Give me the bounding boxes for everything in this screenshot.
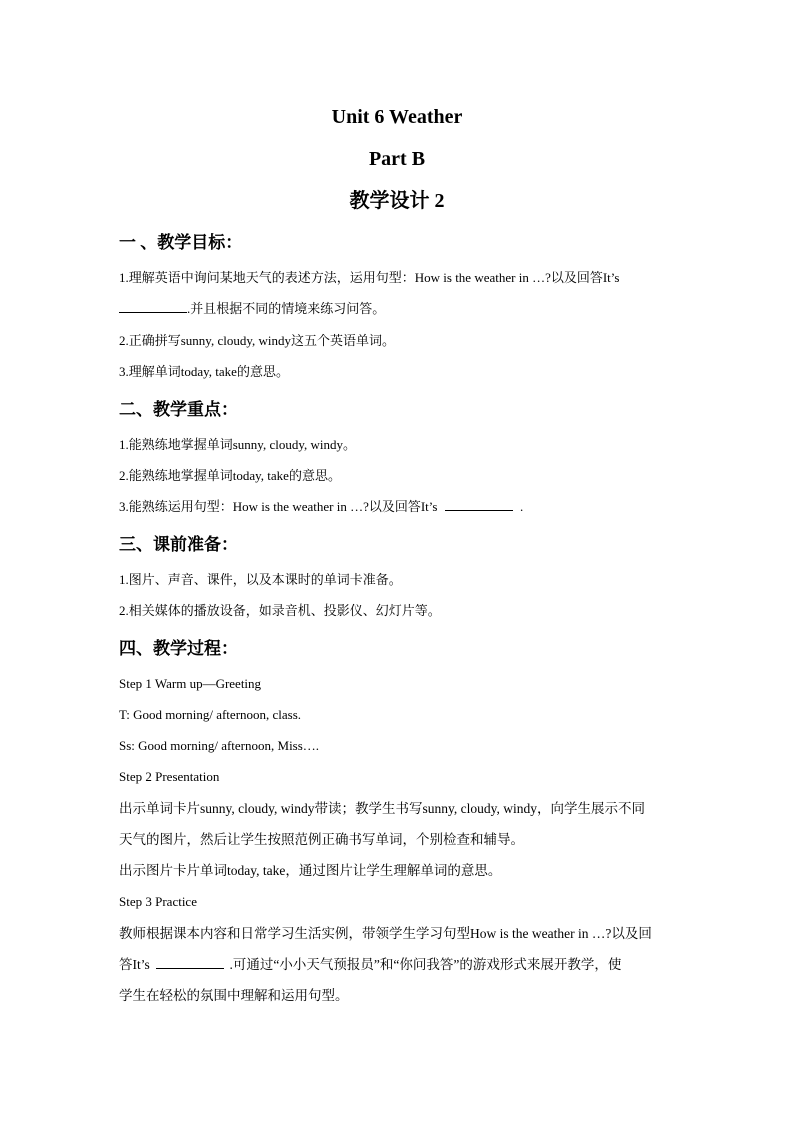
objectives-heading: 一 、教学目标： bbox=[119, 233, 243, 252]
preparation-item-1: 1.图片、声音、课件，以及本课时的单词卡准备。 bbox=[119, 572, 402, 587]
presentation-para-line-3: 出示图片卡片单词today, take，通过图片让学生理解单词的意思。 bbox=[119, 863, 502, 878]
process-heading: 四、教学过程： bbox=[119, 639, 238, 658]
process-step-1: Step 1 Warm up—Greeting bbox=[119, 676, 262, 691]
objective-item-1-cont: .并且根据不同的情境来练习问答。 bbox=[119, 300, 385, 318]
objective-item-1: 1.理解英语中询问某地天气的表述方法，运用句型：How is the weather in …?以及回答It’s bbox=[119, 270, 620, 285]
practice-para-line-1: 教师根据课本内容和日常学习生活实例，带领学生学习句型How is the weather in …?以及回 bbox=[119, 926, 652, 941]
process-students-line: Ss: Good morning/ afternoon, Miss…. bbox=[119, 738, 320, 753]
design-title: 教学设计 2 bbox=[349, 190, 445, 212]
key-points-heading: 二、教学重点： bbox=[119, 400, 238, 419]
objective-item-3: 3.理解单词today, take的意思。 bbox=[119, 364, 289, 379]
process-step-3: Step 3 Practice bbox=[119, 894, 197, 909]
process-teacher-line: T: Good morning/ afternoon, class. bbox=[119, 707, 302, 722]
key-point-item-1: 1.能熟练地掌握单词sunny, cloudy, windy。 bbox=[119, 437, 357, 452]
preparation-item-2: 2.相关媒体的播放设备，如录音机、投影仪、幻灯片等。 bbox=[119, 603, 441, 618]
presentation-para-line-2: 天气的图片，然后让学生按照范例正确书写单词，个别检查和辅导。 bbox=[119, 832, 524, 847]
process-step-2: Step 2 Presentation bbox=[119, 769, 220, 784]
answer-blank bbox=[445, 498, 513, 511]
answer-blank bbox=[156, 956, 224, 969]
part-title: Part B bbox=[368, 148, 426, 170]
preparation-heading: 三、课前准备： bbox=[119, 535, 238, 554]
presentation-para-line-1: 出示单词卡片sunny, cloudy, windy带读；教学生书写sunny, cloudy, windy，向学生展示不同 bbox=[119, 801, 645, 816]
key-point-item-3: 3.能熟练运用句型：How is the weather in …?以及回答It’s . bbox=[119, 499, 524, 514]
key-point-item-2: 2.能熟练地掌握单词today, take的意思。 bbox=[119, 468, 341, 483]
objective-item-2: 2.正确拼写sunny, cloudy, windy这五个英语单词。 bbox=[119, 333, 396, 348]
unit-title: Unit 6 Weather bbox=[331, 106, 463, 128]
answer-blank bbox=[119, 300, 187, 313]
practice-para-line-3: 学生在轻松的氛围中理解和运用句型。 bbox=[119, 988, 349, 1003]
practice-para-line-2: 答It’s .可通过“小小天气预报员”和“你问我答”的游戏形式来展开教学，使 bbox=[119, 957, 622, 972]
